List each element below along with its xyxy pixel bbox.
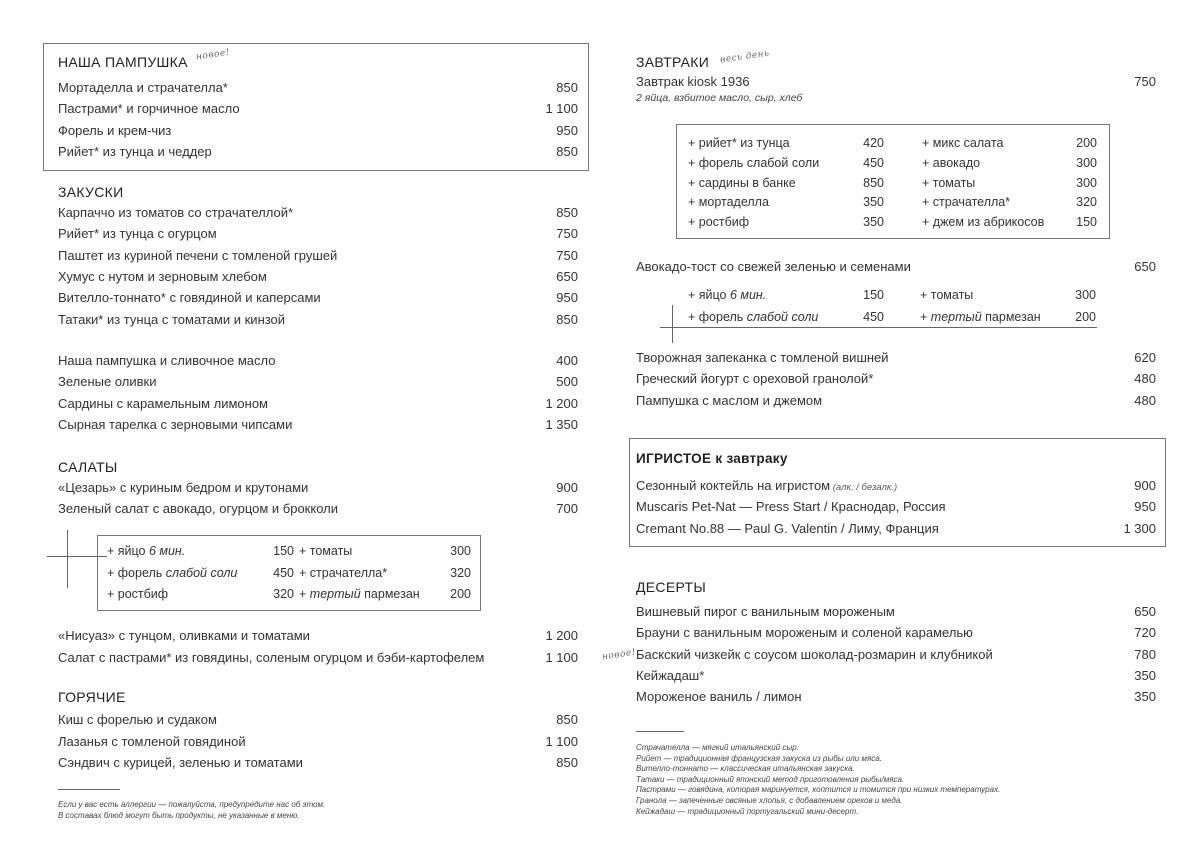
- item-price: 1 100: [545, 649, 578, 665]
- addon-price: 200: [1075, 309, 1096, 324]
- addon-text: пармезан: [360, 587, 420, 601]
- menu-item: [58, 99, 578, 119]
- menu-item: [636, 476, 1156, 496]
- addon-name: [920, 285, 973, 305]
- item-name: Зеленый салат с авокадо, огурцом и брокколи: [58, 501, 338, 517]
- item-name: Сэндвич с курицей, зеленью и томатами: [58, 755, 303, 770]
- menu-item: [58, 710, 578, 730]
- addon-price: 350: [863, 195, 884, 210]
- item-name: Салат с пастрами* из говядины, соленым огурцом и бэби-картофелем: [58, 649, 485, 665]
- item-price: 1 200: [545, 395, 578, 411]
- menu-item: [636, 687, 1156, 707]
- footnote-divider: [58, 789, 120, 790]
- menu-item: [636, 72, 1156, 92]
- pampushka-title: НАША ПАМПУШКА: [58, 54, 188, 70]
- menu-item: [636, 391, 1156, 411]
- addon-price: 150: [1076, 215, 1097, 230]
- addon-emphasis: слабой соли: [746, 309, 819, 324]
- item-price: 650: [1134, 604, 1156, 619]
- addon-item: [922, 133, 1097, 153]
- item-price: 950: [556, 290, 578, 306]
- menu-item: [636, 623, 1156, 643]
- addon-name: + страчателла*: [922, 195, 1011, 210]
- menu-item: [58, 394, 578, 414]
- glossary-divider: [636, 731, 684, 732]
- addon-name: + ростбиф: [688, 215, 750, 230]
- item-name: Киш с форелью и судаком: [58, 712, 217, 727]
- glossary-entry: Пастрами — говядина, которая маринуется, коптится и томится при низких температурах.: [636, 785, 1001, 795]
- addon-item: [107, 584, 294, 604]
- item-price: 1 100: [545, 733, 578, 749]
- igristoe-title: ИГРИСТОЕ к завтраку: [636, 451, 788, 466]
- menu-item: [58, 310, 578, 330]
- item-name: Греческий йогурт с ореховой гранолой*: [636, 371, 874, 387]
- item-price: 1 300: [1123, 520, 1156, 536]
- glossary-entry: Страчателла — мягкий итальянский сыр.: [636, 743, 799, 752]
- addon-text: + яйцо: [688, 288, 730, 302]
- menu-item: [636, 497, 1156, 517]
- item-name: Паштет из куриной печени с томленой грушей: [58, 247, 338, 263]
- footnote-1: Если у вас есть аллергии — пожалуйста, предупредите нас об этом.: [58, 800, 326, 809]
- item-name: Карпаччо из томатов со страчателлой*: [58, 205, 294, 220]
- addon-emphasis: тертый: [930, 309, 982, 324]
- new-tag: новое!: [195, 47, 231, 63]
- menu-item: [58, 478, 578, 498]
- item-price: 850: [556, 143, 578, 159]
- item-name: Сардины с карамельным лимоном: [58, 395, 268, 411]
- item-price: 350: [1134, 667, 1156, 683]
- addon-name: + томаты: [922, 175, 976, 190]
- glossary-entry: Рийет — традиционная французская закуска из рыбы или мяса.: [636, 753, 882, 763]
- addon-price: 420: [863, 136, 884, 150]
- item-price: 700: [556, 501, 578, 517]
- item-name: Пастрами* и горчичное масло: [58, 101, 240, 117]
- addon-price: 150: [273, 544, 294, 558]
- menu-item: [58, 121, 578, 141]
- addon-price: 850: [863, 175, 884, 190]
- item-name: Наша пампушка и сливочное масло: [58, 353, 276, 368]
- addon-item: [922, 192, 1097, 212]
- item-price: 500: [556, 374, 578, 390]
- item-price: 900: [556, 480, 578, 495]
- item-name-text: Cremant No.88 — Paul G. Valentin / Лиму, Франция: [636, 520, 939, 536]
- addon-price: 350: [863, 215, 884, 230]
- item-name: Кейжадаш*: [636, 667, 705, 683]
- item-price: 950: [1134, 499, 1156, 515]
- item-price: 850: [556, 712, 578, 727]
- glossary-entry: Кейжадаш — традиционный португальский мини-десерт.: [636, 806, 859, 816]
- menu-item: [636, 519, 1156, 539]
- item-price: 850: [556, 80, 578, 95]
- menu-item: [58, 499, 578, 519]
- addon-price: 200: [450, 587, 471, 601]
- item-price: 480: [1134, 392, 1156, 408]
- addon-item: [107, 563, 294, 583]
- menu-item: [636, 666, 1156, 686]
- addon-name: [107, 584, 168, 604]
- addon-name: + мортаделла: [688, 195, 769, 210]
- item-name: Хумус с нутом и зерновым хлебом: [58, 268, 267, 284]
- item-price: 850: [556, 311, 578, 327]
- new-tag: новое!: [601, 647, 637, 663]
- addon-name: [107, 563, 237, 583]
- item-name: Зеленые оливки: [58, 374, 157, 390]
- addon-item: [688, 192, 884, 212]
- addon-item: [299, 541, 471, 561]
- addon-price: 300: [1076, 155, 1097, 170]
- item-name: Завтрак kiosk 1936: [636, 74, 750, 89]
- item-price: 850: [556, 205, 578, 220]
- item-name: Пампушка с маслом и джемом: [636, 392, 823, 408]
- menu-item: [58, 267, 578, 287]
- zavtraki-title: ЗАВТРАКИ: [636, 54, 710, 70]
- addon-text: + страчателла*: [299, 565, 388, 580]
- addon-item: [922, 153, 1097, 173]
- addon-price: 300: [450, 544, 471, 558]
- item-name: Лазанья с томленой говядиной: [58, 733, 246, 749]
- footnote-2: В составах блюд могут быть продукты, не указанные в меню.: [58, 811, 300, 820]
- addon-name: [299, 541, 352, 561]
- addon-price: 320: [1076, 195, 1097, 210]
- addon-emphasis: 6 мин.: [729, 288, 767, 302]
- addon-item: [922, 212, 1097, 232]
- menu-item: [58, 372, 578, 392]
- menu-item: [58, 732, 578, 752]
- addon-text: + форель: [107, 565, 166, 580]
- glossary-entry: Гранола — запеченные овсяные хлопья, с добавлением орехов и меда.: [636, 796, 903, 805]
- menu-item: [58, 648, 578, 668]
- item-price: 720: [1134, 625, 1156, 641]
- item-name: Баскский чизкейк с соусом шоколад-розмарин и клубникой: [636, 646, 993, 662]
- addon-item: [688, 173, 884, 193]
- item-name: «Нисуаз» с тунцом, оливками и томатами: [58, 628, 310, 643]
- item-price: 650: [1134, 259, 1156, 274]
- item-price: 900: [1134, 478, 1156, 493]
- item-name: Мортаделла и страчателла*: [58, 80, 228, 95]
- addon-item: [920, 307, 1096, 327]
- item-name: Брауни с ванильным мороженым и соленой карамелью: [636, 625, 973, 641]
- addon-name: [299, 584, 420, 604]
- addon-item: [920, 285, 1096, 305]
- item-name: [636, 476, 897, 498]
- item-name: Творожная запеканка с томленой вишней: [636, 350, 889, 365]
- salaty-title: САЛАТЫ: [58, 459, 118, 475]
- addon-item: [688, 307, 884, 327]
- cross-mark-v: [67, 530, 68, 588]
- addon-name: + форель слабой соли: [688, 155, 820, 170]
- item-name: Мороженое ваниль / лимон: [636, 689, 802, 705]
- deserty-title: ДЕСЕРТЫ: [636, 579, 707, 595]
- menu-item: [58, 203, 578, 223]
- menu-item: [58, 351, 578, 371]
- menu-item: [58, 415, 578, 435]
- menu-item: [58, 753, 578, 773]
- menu-item: [58, 288, 578, 308]
- item-price: 750: [556, 247, 578, 263]
- item-description: 2 яйца, взбитое масло, сыр, хлеб: [636, 92, 803, 104]
- addon-price: 450: [863, 309, 884, 324]
- item-name: Форель и крем-чиз: [58, 122, 172, 138]
- item-name-text: Muscaris Pet-Nat — Press Start / Краснодар, Россия: [636, 499, 946, 515]
- addon-item: [688, 153, 884, 173]
- item-name: Рийет* из тунца и чеддер: [58, 143, 212, 159]
- addon-emphasis: 6 мин.: [148, 544, 186, 558]
- addon-item: [299, 584, 471, 604]
- addon-price: 200: [1076, 136, 1097, 150]
- menu-item: [58, 224, 578, 244]
- item-price: 650: [556, 268, 578, 284]
- addon-text: пармезан: [981, 309, 1041, 324]
- avocado-addons-underline: [660, 327, 1097, 328]
- addon-name: + сардины в банке: [688, 175, 796, 190]
- addon-name: [688, 307, 818, 327]
- addon-text: + форель: [688, 309, 747, 324]
- addon-name: [688, 285, 766, 305]
- item-price: 850: [556, 755, 578, 770]
- item-name: «Цезарь» с куриным бедром и крутонами: [58, 480, 309, 495]
- glossary-entry: Татаки — традиционный японский метод приготовления рыбы/мяса.: [636, 774, 905, 784]
- addon-item: [299, 563, 471, 583]
- menu-item: [636, 645, 1156, 665]
- addon-emphasis: тертый: [309, 587, 361, 601]
- addon-text: +: [299, 587, 310, 601]
- addon-item: [688, 285, 884, 305]
- addon-name: + микс салата: [922, 136, 1004, 150]
- addon-price: 300: [1075, 288, 1096, 302]
- item-name: Сырная тарелка с зерновыми чипсами: [58, 416, 293, 432]
- addon-name: [920, 307, 1041, 327]
- item-price: 1 200: [545, 628, 578, 643]
- item-price: 750: [556, 226, 578, 242]
- menu-item: [58, 142, 578, 162]
- item-note: (алк. / безалк.): [830, 482, 898, 493]
- item-price: 350: [1134, 689, 1156, 705]
- addon-price: 450: [273, 565, 294, 580]
- menu-item: [636, 369, 1156, 389]
- addon-name: [107, 541, 185, 561]
- item-price: 750: [1134, 74, 1156, 89]
- goryachee-title: ГОРЯЧИЕ: [58, 689, 126, 705]
- item-price: 950: [556, 122, 578, 138]
- addon-price: 450: [863, 155, 884, 170]
- cross-mark-h: [47, 556, 107, 557]
- addon-name: + рийет* из тунца: [688, 136, 790, 150]
- item-price: 780: [1134, 646, 1156, 662]
- item-name: [636, 497, 946, 517]
- item-name: Татаки* из тунца с томатами и кинзой: [58, 311, 286, 327]
- item-price: 620: [1134, 350, 1156, 365]
- item-price: 1 350: [545, 416, 578, 432]
- glossary-entry: Вителло-тоннато — классическая итальянская закуска.: [636, 764, 855, 774]
- all-day-tag: весь день: [719, 48, 771, 66]
- addon-price: 150: [863, 288, 884, 302]
- item-name: [636, 519, 939, 539]
- addon-name: [299, 563, 387, 583]
- item-name: Вителло-тоннато* с говядиной и каперсами: [58, 290, 321, 306]
- menu-item: [636, 257, 1156, 277]
- addon-item: [922, 173, 1097, 193]
- cross-mark-v: [672, 305, 673, 343]
- addon-name: + джем из абрикосов: [922, 215, 1045, 230]
- addon-emphasis: слабой соли: [165, 565, 238, 580]
- item-price: 1 100: [545, 101, 578, 117]
- addon-item: [688, 133, 884, 153]
- menu-item: [58, 246, 578, 266]
- addon-name: + авокадо: [922, 155, 981, 170]
- addon-price: 320: [273, 587, 294, 601]
- addon-price: 320: [450, 565, 471, 580]
- item-name: Вишневый пирог с ванильным мороженым: [636, 604, 895, 619]
- addon-item: [688, 212, 884, 232]
- zakuski-title: ЗАКУСКИ: [58, 184, 124, 200]
- addon-text: +: [920, 309, 931, 324]
- item-name: Авокадо-тост со свежей зеленью и семенами: [636, 259, 911, 274]
- addon-text: + томаты: [299, 544, 353, 558]
- addon-text: + томаты: [920, 288, 974, 302]
- menu-item: [636, 348, 1156, 368]
- item-price: 400: [556, 353, 578, 368]
- menu-item: [58, 78, 578, 98]
- addon-text: + яйцо: [107, 544, 149, 558]
- addon-price: 300: [1076, 175, 1097, 190]
- item-name: Рийет* из тунца с огурцом: [58, 226, 217, 242]
- item-name-text: Сезонный коктейль на игристом: [636, 478, 831, 493]
- menu-item: [636, 602, 1156, 622]
- addon-item: [107, 541, 294, 561]
- menu-item: [58, 626, 578, 646]
- item-price: 480: [1134, 371, 1156, 387]
- addon-text: + ростбиф: [107, 587, 169, 601]
